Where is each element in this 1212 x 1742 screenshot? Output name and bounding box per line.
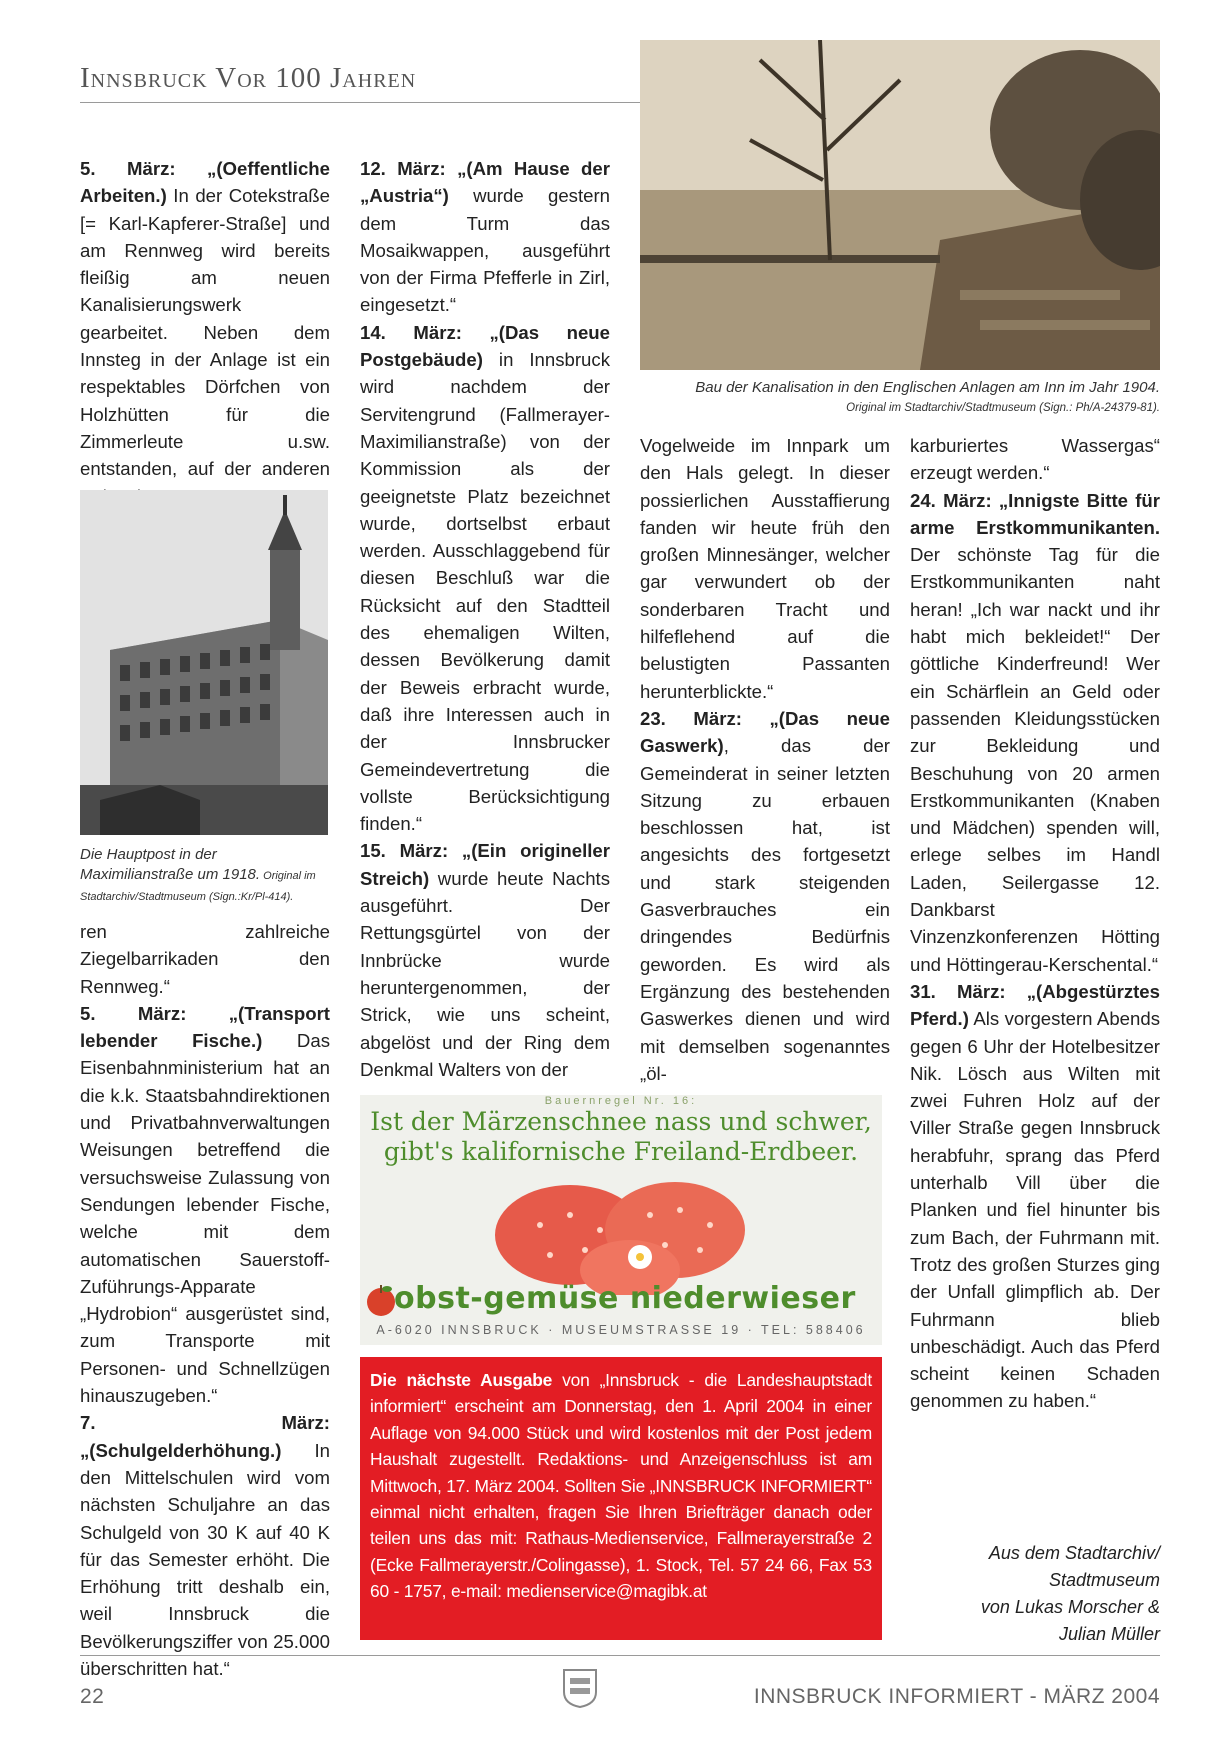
entry-title: 12. März: „(Am Hause der „Austria“) <box>360 158 610 207</box>
signature-line: von Lukas Morscher & <box>980 1597 1160 1617</box>
caption-main: Die Hauptpost in der Maximilianstraße um 1918. <box>80 846 261 883</box>
article-col1-bottom <box>80 918 330 1682</box>
entry-text: karburiertes Wassergas“ erzeugt werden.“ <box>910 435 1160 484</box>
publication-name: INNSBRUCK INFORMIERT - MÄRZ 2004 <box>753 1685 1160 1708</box>
article-col2 <box>360 155 610 1083</box>
entry-title: 5. März: „(Transport lebender Fische.) <box>80 1002 330 1052</box>
signature-line: Stadtmuseum <box>1048 1570 1160 1590</box>
entry-title: 24. März: „Innigste Bitte für arme Erstkommunikanten. <box>910 489 1160 538</box>
entry-title: 31. März: „(Abgestürztes Pferd.) <box>910 980 1160 1030</box>
article-col3 <box>640 432 890 1087</box>
photo-caption-kanalisation <box>640 378 1160 418</box>
photo-kanalisation <box>640 40 1160 370</box>
advertisement-obst-gemuese <box>360 1095 882 1345</box>
city-crest-icon <box>562 1668 598 1708</box>
entry-text: wurde heute Nachts ausgeführt. Der Rettungsgürtel von der Innbrücke wurde heruntergenommen, der Strick, wie uns scheint, abgelöst und der Ring dem Denkmal Walters von der <box>360 867 610 1080</box>
entry-text: In den Mittelschulen wird vom nächsten Schuljahre an das Schulgeld von 30 K auf 40 K für das Semester erhöht. Die Erhöhung tritt deshalb ein, weil Innsbruck die Bevölkerungsziffer von 25.000 überschritten hat.“ <box>80 1439 330 1680</box>
ad-brand: obst-gemüse niederwieser <box>394 1281 856 1316</box>
photo-hauptpost <box>80 490 328 835</box>
entry-text: Das Eisenbahnministerium hat an die k.k. Staatsbahndirektionen und Privatbahnverwaltungen Weisungen betreffend die versuchsweise Zulassung von Sendungen lebender Fische, welche mit dem automatischen Sauerstoff-Zuführungs-Apparate „Hydrobion“ ausgerüstet sind, zum Transporte mit Personen- und Schnellzügen hinauszugeben.“ <box>80 1030 330 1407</box>
entry-text: Vogelweide im Innpark um den Hals gelegt. In dieser possierlichen Ausstaffierung fanden wir heute früh den großen Minnesänger, welcher gar verwundert ob der sonderbaren Tracht und hilfeflehend auf die belustigten Passanten herunterblickte.“ <box>640 435 890 702</box>
signature-line: Julian Müller <box>1058 1624 1160 1644</box>
notice-lead: Die nächste Ausgabe <box>370 1370 553 1390</box>
photo-caption-hauptpost <box>80 845 330 907</box>
ad-rule-label: Bauernregel Nr. 16: <box>544 1095 698 1107</box>
signature-line: Aus dem Stadtarchiv/ <box>988 1543 1160 1563</box>
entry-title: 7. März: „(Schulgelderhöhung.) <box>80 1412 330 1461</box>
entry-text: Als vorgestern Abends gegen 6 Uhr der Hotelbesitzer Nik. Lösch aus Wilten mit zwei Fuhren Holz auf der Viller Straße gegen Innsbruck herabfuhr, sprang das Pferd unterhalb Vill über die Planken und fiel hinunter bis zum Bach, der Fuhrmann mit. Trotz des großen Sturzes ging der Unfall glimpflich ab. Der Fuhrmann blieb unbeschädigt. Auch das Pferd scheint keinen Schaden genommen zu haben.“ <box>910 1008 1160 1412</box>
notice-text: von „Innsbruck - die Landeshauptstadt informiert“ erscheint am Donnerstag, den 1. April 2004 in einer Auflage von 94.000 Stück und wird kostenlos mit der Post jedem Haushalt zugestellt. Redaktions- und Anzeigenschluss ist am Mittwoch, 17. März 2004. Sollten Sie „INNSBRUCK INFORMIERT“ einmal nicht erhalten, fragen Sie Ihren Briefträger danach oder teilen uns das mit: Rathaus-Medienservice, Fallmerayerstraße 2 (Ecke Fallmerayerstr./Colingasse), 1. Stock, Tel. 57 24 66, Fax 53 60 - 1757, e-mail: medienservice@magibk.at <box>370 1370 873 1602</box>
ad-rhyme-line: gibt's kalifornische Freiland-Erdbeer. <box>383 1137 859 1166</box>
entry-title: 5. März: „(Oeffentliche Arbeiten.) <box>80 158 330 207</box>
entry-title: 14. März: „(Das neue Postgebäude) <box>360 321 610 371</box>
entry-text: wurde gestern dem Turm das Mosaikwappen, ausgeführt von der Firma Pfefferle in Zirl, eingesetzt.“ <box>360 185 610 316</box>
hauptpost-illustration <box>80 490 328 835</box>
kanalisation-illustration <box>640 40 1160 370</box>
next-issue-notice <box>360 1357 882 1640</box>
footer-divider <box>80 1655 1160 1656</box>
article-col1-top <box>80 155 330 510</box>
strawberry-icon <box>490 1175 750 1295</box>
entry-text: Der schönste Tag für die Erstkommunikanten naht heran! „Ich war nackt und ihr habt mich bekleidet!“ Der göttliche Kinderfreund! Wer ein Schärflein an Geld oder passenden Kleidungsstücken zur Bekleidung und Beschuhung von 20 armen Erstkommunikanten (Knaben und Mädchen) spenden will, erlege selbes im Handl Laden, Seilergasse 12. Dankbarst Vinzenzkonferenzen Hötting und Höttingerau-Kerschental.“ <box>910 544 1160 975</box>
author-signature <box>910 1540 1160 1648</box>
ad-rhyme <box>360 1107 882 1167</box>
caption-main: Bau der Kanalisation in den Englischen Anlagen am Inn im Jahr 1904. <box>695 379 1160 396</box>
entry-text: In der Cotekstraße [= Karl-Kapferer-Straße] und am Rennweg wird bereits fleißig am neuen Kanalisierungswerk gearbeitet. Neben dem Innsteg in der Anlage ist ein respektables Dörfchen von Holzhütten für die Zimmerleute u.sw. entstanden, auf der anderen <box>80 185 330 480</box>
entry-title: 15. März: „(Ein origineller Streich) <box>360 840 610 889</box>
apple-icon <box>364 1283 398 1317</box>
ad-address: A-6020 INNSBRUCK · MUSEUMSTRASSE 19 · TEL: 588406 <box>376 1323 866 1337</box>
entry-text: , das der Gemeinderat in seiner letzten Sitzung zu erbauen beschlossen hat, ist angesichts des fortgesetzt und stark steigenden Gasverbrauches ein dringendes Bedürfnis geworden. Es wird als Ergänzung des bestehenden Gaswerkes dienen und wird mit demselben sogenanntes „öl- <box>640 735 890 1084</box>
page-number: 22 <box>80 1685 105 1708</box>
section-title: Innsbruck Vor 100 Jahren <box>80 62 417 94</box>
caption-source: Original im Stadtarchiv/Stadtmuseum (Sign.:Kr/Pl-414). <box>80 870 316 903</box>
caption-source: Original im Stadtarchiv/Stadtmuseum (Sign.: Ph/A-24379-81). <box>846 402 1160 414</box>
header-divider <box>80 102 640 103</box>
entry-text: ren zahlreiche Ziegelbarrikaden den Rennweg.“ <box>80 921 330 997</box>
ad-rhyme-line: Ist der Märzenschnee nass und schwer, <box>370 1107 872 1136</box>
entry-title: 23. März: „(Das neue Gaswerk) <box>640 707 890 757</box>
article-col4 <box>910 432 1160 1415</box>
entry-text: in Innsbruck wird nachdem der Servitengrund (Fallmerayer-Maximilianstraße) von der Kommission als der geeignetste Platz bezeichnet wurde, dortselbst erbaut werden. Ausschlaggebend für diesen Beschluß war die Rücksicht auf den Stadtteil des ehemaligen Wilten, dessen Bevölkerung damit der Beweis erbracht wurde, daß ihre Interessen auch in der Innsbrucker Gemeindevertretung die vollste Berücksichtigung finden.“ <box>360 349 610 835</box>
